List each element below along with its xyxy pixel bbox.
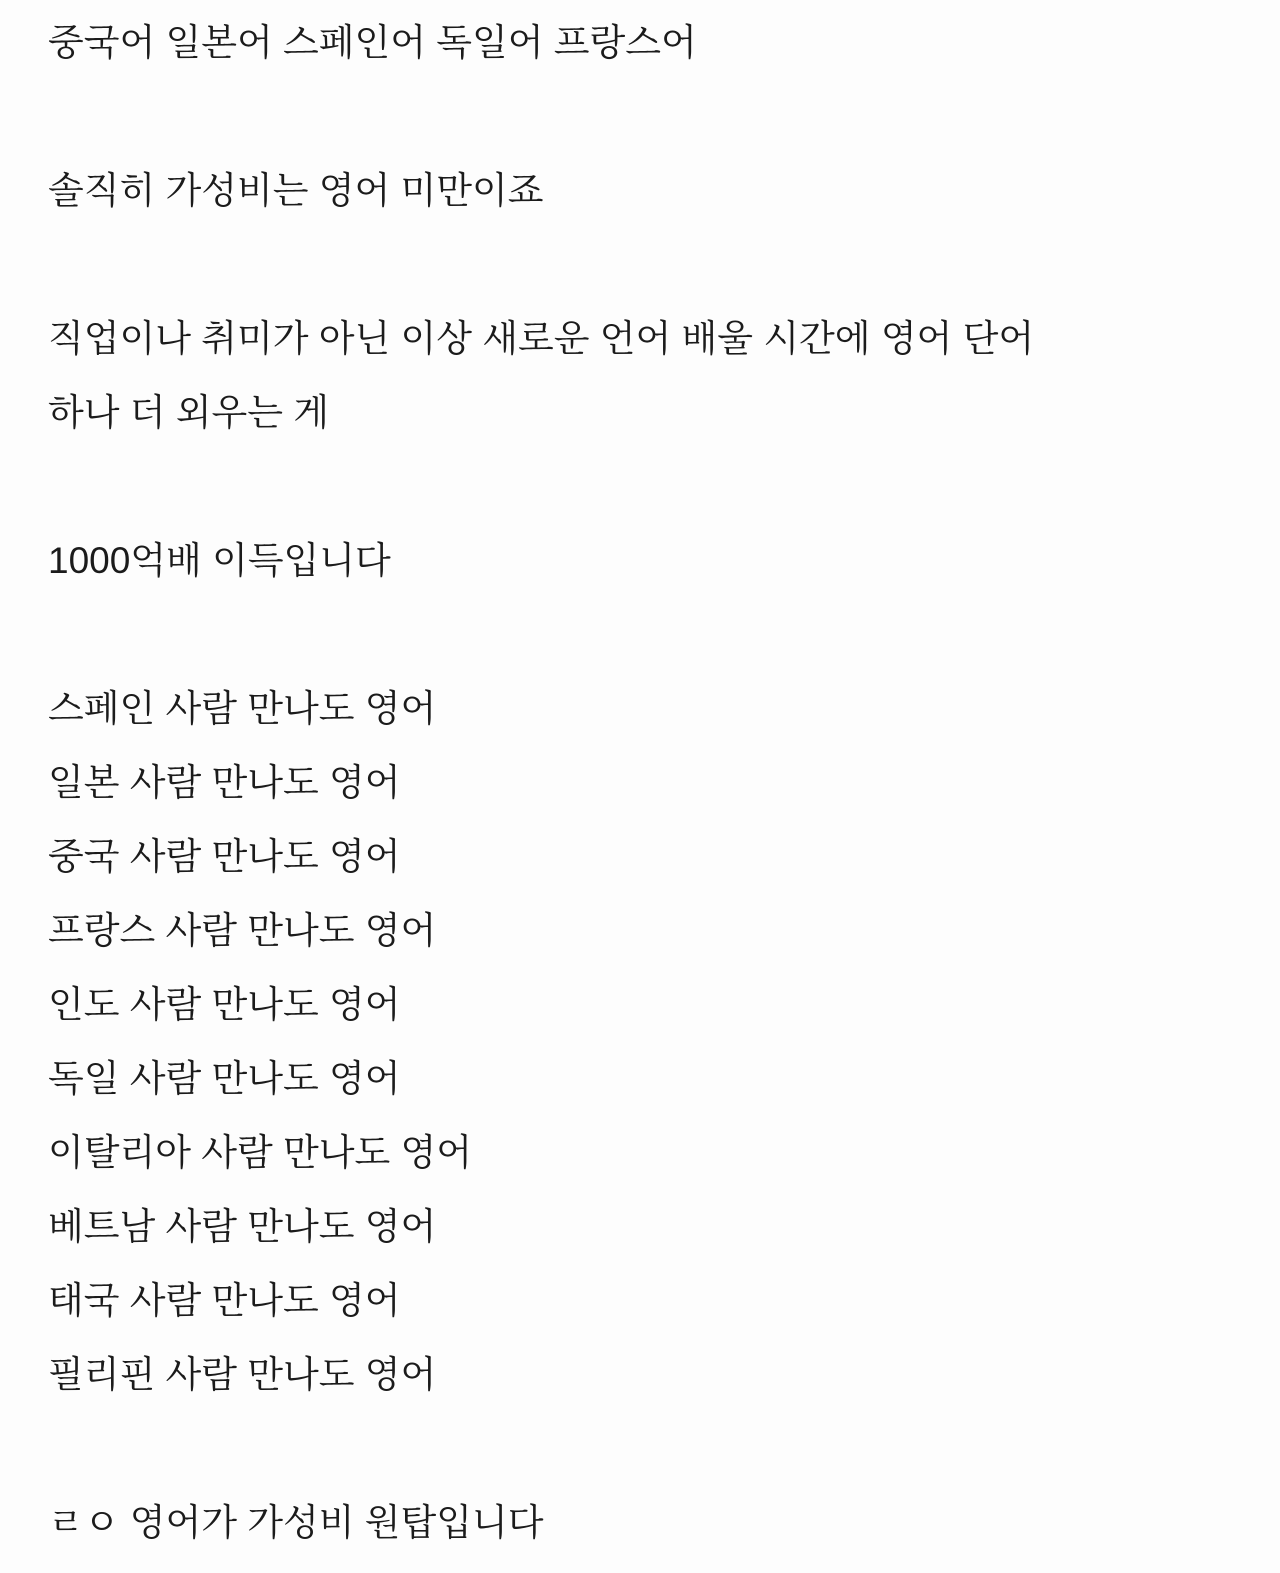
text-line: 필리핀 사람 만나도 영어: [48, 1354, 437, 1395]
text-line: ㄹㅇ 영어가 가성비 원탑입니다: [48, 1502, 544, 1543]
text-line: 솔직히 가성비는 영어 미만이죠: [48, 170, 544, 211]
paragraph-1: [48, 6, 1236, 80]
text-line: 1000억배 이득입니다: [48, 540, 391, 581]
post-body: [48, 6, 1236, 1560]
text-line: 중국어 일본어 스페인어 독일어 프랑스어: [48, 22, 697, 63]
text-line: 직업이나 취미가 아닌 이상 새로운 언어 배울 시간에 영어 단어: [48, 318, 1035, 359]
text-line: 스페인 사람 만나도 영어: [48, 688, 437, 729]
text-line: 독일 사람 만나도 영어: [48, 1058, 401, 1099]
paragraph-5: [48, 672, 1236, 1412]
text-line: 일본 사람 만나도 영어: [48, 762, 401, 803]
text-line: 인도 사람 만나도 영어: [48, 984, 401, 1025]
text-line: 프랑스 사람 만나도 영어: [48, 910, 437, 951]
paragraph-6: [48, 1486, 1236, 1560]
text-line: 중국 사람 만나도 영어: [48, 836, 401, 877]
text-line: 베트남 사람 만나도 영어: [48, 1206, 437, 1247]
paragraph-3: [48, 302, 1236, 450]
text-line: 이탈리아 사람 만나도 영어: [48, 1132, 473, 1173]
text-line: 태국 사람 만나도 영어: [48, 1280, 401, 1321]
text-line: 하나 더 외우는 게: [48, 392, 330, 433]
paragraph-2: [48, 154, 1236, 228]
paragraph-4: [48, 524, 1236, 598]
